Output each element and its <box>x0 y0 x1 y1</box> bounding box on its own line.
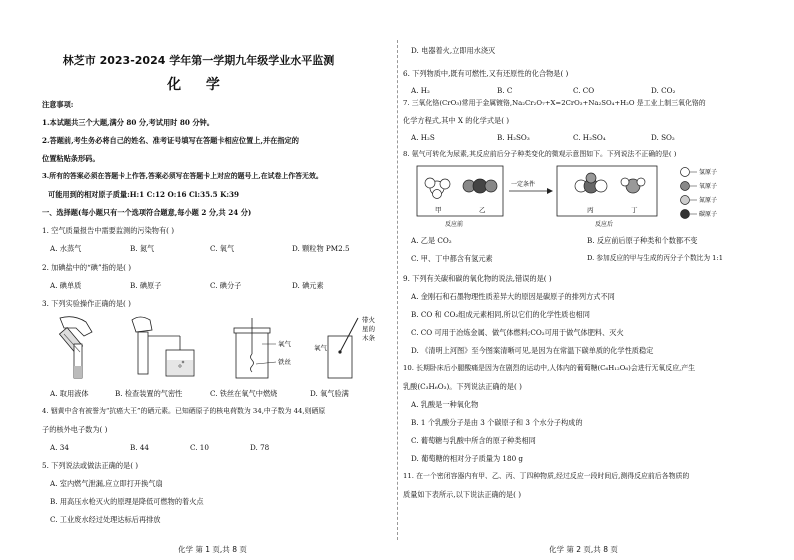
q5-option-b: B. 用高压水枪灭火的原理是降低可燃物的着火点 <box>50 497 204 506</box>
label-before: 反应前 <box>445 221 464 228</box>
q2-option-a: A. 碘单质 <box>50 281 82 290</box>
q6-stem: 6. 下列物质中,既有可燃性,又有还原性的化合物是( ) <box>403 69 569 78</box>
notes-heading: 注意事项: <box>42 100 74 109</box>
q5-option-c: C. 工业废水经过处理达标后再排放 <box>50 515 161 524</box>
label-glowing-3: 木条 <box>362 334 375 342</box>
q11-stem: 11. 在一个密闭容器内有甲、乙、丙、丁四种物质,经过反应一段时间后,测得反应前后各物质的 <box>403 472 690 480</box>
label-jia: 甲 <box>435 206 442 214</box>
q4-option-b: B. 44 <box>130 443 149 452</box>
q7-option-d: D. SO₂ <box>651 133 675 142</box>
q1-option-b: B. 氮气 <box>130 244 155 253</box>
figure-oxygen-test <box>314 315 376 378</box>
q2-option-c: C. 碘分子 <box>210 281 242 290</box>
atomic-mass: 可能用到的相对原子质量:H:1 C:12 O:16 Cl:35.5 K:39 <box>48 190 239 199</box>
label-oxygen-d: 氧气 <box>314 344 327 352</box>
label-condition: 一定条件 <box>511 181 536 188</box>
note-2: 2.答题前,考生务必将自己的姓名、准考证号填写在答题卡相应位置上,并在指定的 <box>42 136 299 145</box>
q1-option-c: C. 氧气 <box>210 244 235 253</box>
reaction-arrow <box>509 180 553 194</box>
q3-experiment-figures <box>40 314 390 384</box>
note-1: 1.本试题共三个大题,满分 80 分,考试用时 80 分钟。 <box>42 118 214 127</box>
q4-option-a: A. 34 <box>50 443 69 452</box>
q3-option-c: C. 铁丝在氧气中燃烧 <box>210 389 278 398</box>
q7-stem: 7. 三氧化铬(CrO₃)常用于金属镀铬,Na₂Cr₂O₇+X=2CrO₃+Na₂SO₄+H₂O 是工业上制三氧化铬的 <box>403 99 706 107</box>
q6-option-c: C. CO <box>573 86 595 95</box>
q8-option-d: D. 参加反应的甲与生成的丙分子个数比为 1:1 <box>587 254 723 262</box>
label-ding: 丁 <box>631 206 638 214</box>
q2-option-b: B. 碘原子 <box>130 281 162 290</box>
atom-legend <box>681 168 718 219</box>
q8-option-b: B. 反应前后原子种类和个数都不变 <box>587 236 698 245</box>
q1-option-d: D. 颗粒物 PM2.5 <box>292 244 350 253</box>
reactants-box <box>417 166 503 216</box>
figure-iron-burning <box>234 318 292 378</box>
q10-option-d: D. 葡萄糖的相对分子质量为 180 g <box>411 454 524 463</box>
label-glowing-1: 带火 <box>362 316 375 324</box>
exam-page-2 <box>397 0 794 560</box>
q4-option-d: D. 78 <box>250 443 270 452</box>
q10-option-b: B. 1 个乳酸分子是由 3 个碳原子和 3 个水分子构成的 <box>411 418 583 427</box>
figure-pouring-liquid <box>59 317 92 378</box>
q7-option-c: C. H₂SO₄ <box>573 133 606 142</box>
q9-option-a: A. 金刚石和石墨物理性质差异大的原因是碳原子的排列方式不同 <box>411 292 615 301</box>
legend-hydrogen: 氢原子 <box>699 169 718 176</box>
q9-option-d: D. 《清明上河图》至今图案清晰可见,是因为在常温下碳单质的化学性质稳定 <box>411 346 654 355</box>
q4-stem-cont: 子的核外电子数为( ) <box>42 425 108 434</box>
q8-option-a: A. 乙是 CO₂ <box>411 236 452 245</box>
q10-option-a: A. 乳酸是一种氧化物 <box>411 400 479 409</box>
q9-stem: 9. 下列有关碳和碳的氧化物的说法,错误的是( ) <box>403 274 552 283</box>
legend-oxygen: 氧原子 <box>699 183 718 190</box>
q6-option-b: B. C <box>497 86 513 95</box>
label-oxygen: 氧气 <box>278 340 291 348</box>
q7-option-a: A. H₂S <box>411 133 435 142</box>
label-bing: 丙 <box>587 206 594 214</box>
q10-stem-cont: 乳酸(C₃H₆O₃)。下列说法正确的是( ) <box>403 382 522 391</box>
label-yi: 乙 <box>479 206 486 214</box>
q9-option-c: C. CO 可用于冶炼金属、做气体燃料;CO₂可用于做气体肥料、灭火 <box>411 328 624 337</box>
q4-option-c: C. 10 <box>190 443 209 452</box>
q3-option-d: D. 氧气验满 <box>310 389 349 398</box>
q10-stem: 10. 长期卧床后小腿酸痛是因为在剧烈的运动中,人体内的葡萄糖(C₆H₁₂O₆)会进行无氧反应,产生 <box>403 364 696 372</box>
page-footer-2: 化学 第 2 页,共 8 页 <box>549 545 618 554</box>
q2-option-d: D. 碘元素 <box>292 281 324 290</box>
q9-option-b: B. CO 和 CO₂组成元素相同,所以它们的化学性质也相同 <box>411 310 590 319</box>
q6-option-a: A. H₂ <box>411 86 430 95</box>
q5-option-d: D. 电器着火,立即用水浇灭 <box>411 46 496 55</box>
q1-stem: 1. 空气质量报告中需要监测的污染物有( ) <box>42 226 175 235</box>
q5-stem: 5. 下列说法或做法正确的是( ) <box>42 461 139 470</box>
legend-carbon: 碳原子 <box>699 211 718 218</box>
q5-option-a: A. 室内燃气泄漏,应立即打开换气扇 <box>50 479 163 488</box>
label-after: 反应后 <box>595 221 614 228</box>
q3-option-b: B. 检查装置的气密性 <box>115 389 183 398</box>
exam-title: 林芝市 2023-2024 学年第一学期九年级学业水平监测 <box>62 54 335 67</box>
label-glowing-2: 星的 <box>362 325 375 333</box>
q6-option-d: D. CO₂ <box>651 86 676 95</box>
q2-stem: 2. 加碘盐中的“碘”指的是( ) <box>42 263 132 272</box>
q10-option-c: C. 葡萄糖与乳酸中所含的原子种类相同 <box>411 436 536 445</box>
q8-molecule-diagram <box>415 164 785 228</box>
section-1-heading: 一、选择题(每小题只有一个选项符合题意,每小题 2 分,共 24 分) <box>42 208 252 217</box>
subject-title: 化 学 <box>167 77 230 93</box>
q7-option-b: B. H₂SO₃ <box>497 133 530 142</box>
label-iron-wire: 铁丝 <box>278 358 291 366</box>
q3-stem: 3. 下列实验操作正确的是( ) <box>42 299 131 308</box>
q4-stem: 4. 铟黄中含有被誉为“抗癌大王”的硒元素。已知硒原子的核电荷数为 34,中子数为 44,则硒原 <box>42 407 326 415</box>
page-footer-1: 化学 第 1 页,共 8 页 <box>178 545 247 554</box>
note-3: 3.所有的答案必须在答题卡上作答,答案必须写在答题卡上对应的题号上,在试卷上作答无效。 <box>42 172 323 180</box>
products-box <box>557 166 657 216</box>
figure-airtightness-check <box>132 317 194 376</box>
q11-stem-cont: 质量如下表所示,以下说法正确的是( ) <box>403 490 521 499</box>
q7-stem-cont: 化学方程式,其中 X 的化学式是( ) <box>403 116 510 125</box>
q8-stem: 8. 氨气可转化为尿素,其反应前后分子种类变化的微观示意图如下。下列说法不正确的是( ) <box>403 150 677 158</box>
legend-nitrogen: 氮原子 <box>699 197 718 204</box>
q8-option-c: C. 甲、丁中都含有氢元素 <box>411 254 493 263</box>
q3-option-a: A. 取用液体 <box>50 389 89 398</box>
note-2-cont: 位置粘贴条形码。 <box>42 154 100 163</box>
q1-option-a: A. 水蒸气 <box>50 244 82 253</box>
